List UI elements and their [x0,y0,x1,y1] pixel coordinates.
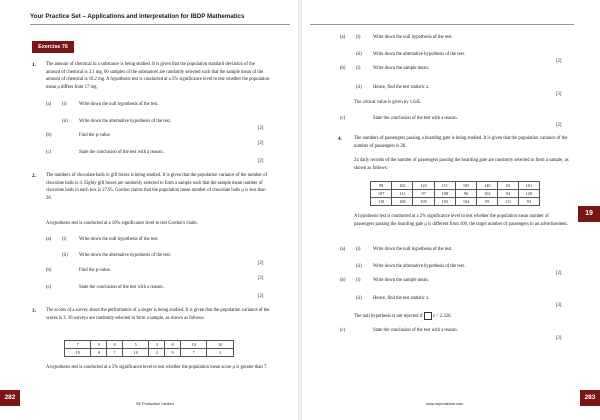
table-cell: 104 [455,198,476,206]
table-cell: 9 [165,349,181,357]
right-page: (a) (i) Write down the null hypothesis of the test. (ii) Write down the alternative hypothesis of the test. [2] (b) (i) Write down the sample mean. (ii) Hence, find the test statistic z. [3] The critical value is given by 1.645. (c) State the conclusion of the test with a reason. [2] 4. The numbers of passengers passing a boarding gate is being studied. It is given that the population variance of the number of passengers is 28. 24 daily records of the number of passengers passing the boarding gate are randomly selected to form a sample, as shown as follows: 98 102 122 111 105 140 93 101 107 111 97 108 96 102 94 120 118 108 105 103 104 95 111 93 A hypothesis test is conducted at a 2% significance level to test whether the population mean number of passengers passing the boarding gate μ is different from 100, the target number of passengers in an advertisement. (a) (i) Write down the null hypothesis of the test. (ii) Write down the alternative hypothesis of the test. [2] (b) (i) Write down the sample mean. (ii) Hence, find the test statistic z. [3] The null hypothesis is not rejected if z < 2.326. (c) State the conclusion of the test with a reason. [2] 19 283 www.seprodstore.com [302,0,600,420]
table-cell: 2 [207,349,234,357]
table-row [371,198,540,206]
table-cell: 94 [498,190,518,198]
table-cell: 105 [413,198,434,206]
table-cell: 7 [65,341,91,349]
q2-b-mark: [2] [258,276,264,281]
question-2-stem-2: A hypothesis test is conducted at a 10% significance level to test Gordon's claim. [46,221,198,226]
table-cell: 93 [518,198,539,206]
table-cell: 8 [91,349,107,357]
page-number-left: 282 [0,390,20,406]
table-cell: 10 [123,349,149,357]
table-cell: 5 [123,341,149,349]
question-1-stem: The amount of chemical in a substance is being studied. It is given that the population standard deviation of the amount of chemical is 3.1 mg. 60 samples of the substances are randomly selected such that the sample mean of the amount of chemical is 16.2 mg. A hypothesis test is conducted at a 5% significance level to test whether the population mean μ differs from 17 mg. [46,62,270,90]
rejection-pre: The null hypothesis is not rejected if [354,314,423,320]
table-cell: 10 [65,349,91,357]
table-cell: 96 [455,190,476,198]
question-1-number: 1. [32,62,36,68]
q1-a-mark: [2] [258,126,264,131]
table-cell: 111 [434,182,455,190]
critical-value-text: The critical value is given by 1.645. [354,100,422,105]
table-cell: 8 [107,341,123,349]
footer-publisher: SE Production Limited [136,402,174,406]
table-cell: 95 [477,198,498,206]
table-row [65,349,234,357]
table-cell: 7 [181,349,207,357]
table-cell: 98 [371,182,392,190]
question-2-number: 2. [32,173,36,179]
q4-b-mark: [3] [556,303,562,308]
absolute-value-box [424,312,432,320]
question-4-stem: The numbers of passengers passing a boarding gate is being studied. It is given that the population variance of the number of passengers is 28. [354,136,568,149]
question-2-stem: The numbers of chocolate balls in gift boxes is being studied. It is given that the population variance of the number of chocolate balls is 4. Eighty gift boxes are randomly selected to form a sample such that the sample mean number of chocolate balls in each box is 27.95. Gordon claims that the population mean number of chocolate balls μ is less than 28. [46,173,268,201]
table-cell: 10 [181,341,207,349]
question-4-number: 4. [338,136,342,142]
question-4-stem-2: 24 daily records of the number of passengers passing the boarding gate are randomly selected to form a sample, as shown as follows: [354,158,569,171]
table-cell: 120 [518,190,539,198]
q3-b-mark: [3] [556,92,562,97]
table-cell: 103 [434,198,455,206]
table-cell: 107 [371,190,392,198]
q3-a-mark: [2] [556,59,562,64]
table-cell: 10 [207,341,234,349]
q4-c-mark: [2] [556,336,562,341]
question-4-stem-3: A hypothesis test is conducted at a 2% significance level to test whether the population mean number of passengers passing the boarding gate μ is different from 100, the target number of passengers in an advertisement. [354,214,568,227]
question-3-number: 3. [32,308,36,314]
exercise-badge: Exercise 76 [32,41,74,53]
q4-passengers-table [370,181,540,206]
table-cell: 111 [498,198,518,206]
footer-website: www.seprodstore.com [426,402,464,406]
table-cell: 108 [392,198,413,206]
q3-scores-table [64,340,234,357]
q1-b-mark: [2] [258,141,264,146]
question-3-stem: The scores of a survey about the performance of a singer is being studied. It is given that the population variance of the scores is 3. 16 surveys are randomly selected to form a sample, as shown as follows: [46,308,270,321]
table-row [65,341,234,349]
table-cell: 102 [477,190,498,198]
page-number-right: 283 [580,390,600,406]
table-cell: 108 [434,190,455,198]
question-3-stem-2: A hypothesis test is conducted at a 5% significance level to test whether the population mean score μ is greater than 7. [46,365,268,370]
q2-a-mark: [2] [258,261,264,266]
q2-c-mark: [2] [258,294,264,299]
q4-a-mark: [2] [556,271,562,276]
q3-c-mark: [2] [556,123,562,128]
table-row [371,182,540,190]
left-page: Your Practice Set – Applications and Interpretation for IBDP Mathematics Exercise 76 1. The amount of chemical in a substance is being studied. It is given that the population standard deviation of the amount of chemical is 3.1 mg. 60 samples of the substances are randomly selected such that the sample mean of the amount of chemical is 16.2 mg. A hypothesis test is conducted at a 5% significance level to test whether the population mean μ differs from 17 mg. (a) (i) Write down the null hypothesis of the test. (ii) Write down the alternative hypothesis of the test. [2] (b) Find the p-value. [2] (c) State the conclusion of the test with a reason. [2] 2. The numbers of chocolate balls in gift boxes is being studied. It is given that the population variance of the number of chocolate balls is 4. Eighty gift boxes are randomly selected to form a sample such that the sample mean number of chocolate balls in each box is 27.95. Gordon claims that the population mean number of chocolate balls μ is less than 28. A hypothesis test is conducted at a 10% significance level to test Gordon's claim. (a) (i) Write down the null hypothesis of the test. (ii) Write down the alternative hypothesis of the test. [2] (b) Find the p-value. [2] (c) State the conclusion of the test with a reason. [2] 3. The scores of a survey about the performance of a singer is being studied. It is given that the population variance of the scores is 3. 16 surveys are randomly selected to form a sample, as shown as follows: 7 9 8 5 3 8 10 10 10 8 7 10 4 9 7 2 A hypothesis test is conducted at a 5% significance level to test whether the population mean score μ is greater than 7. 282 SE Production Limited [0,0,298,420]
table-row [371,190,540,198]
table-cell: 4 [149,349,165,357]
rejection-criterion [354,312,452,320]
table-cell: 102 [392,182,413,190]
table-cell: 111 [392,190,413,198]
table-cell: 7 [107,349,123,357]
table-cell: 97 [413,190,434,198]
table-cell: 140 [477,182,498,190]
table-cell: 9 [91,341,107,349]
header-rule [30,24,290,25]
table-cell: 101 [518,182,539,190]
table-cell: 3 [149,341,165,349]
table-cell: 122 [413,182,434,190]
table-cell: 8 [165,341,181,349]
header-rule-right [310,24,574,25]
table-cell: 93 [498,182,518,190]
header-title: Your Practice Set – Applications and Interpretation for IBDP Mathematics [30,13,245,20]
table-cell: 118 [371,198,392,206]
q1-c-mark: [2] [258,159,264,164]
rejection-post: z < 2.326. [432,314,452,320]
table-cell: 105 [455,182,476,190]
chapter-tab: 19 [578,206,600,222]
